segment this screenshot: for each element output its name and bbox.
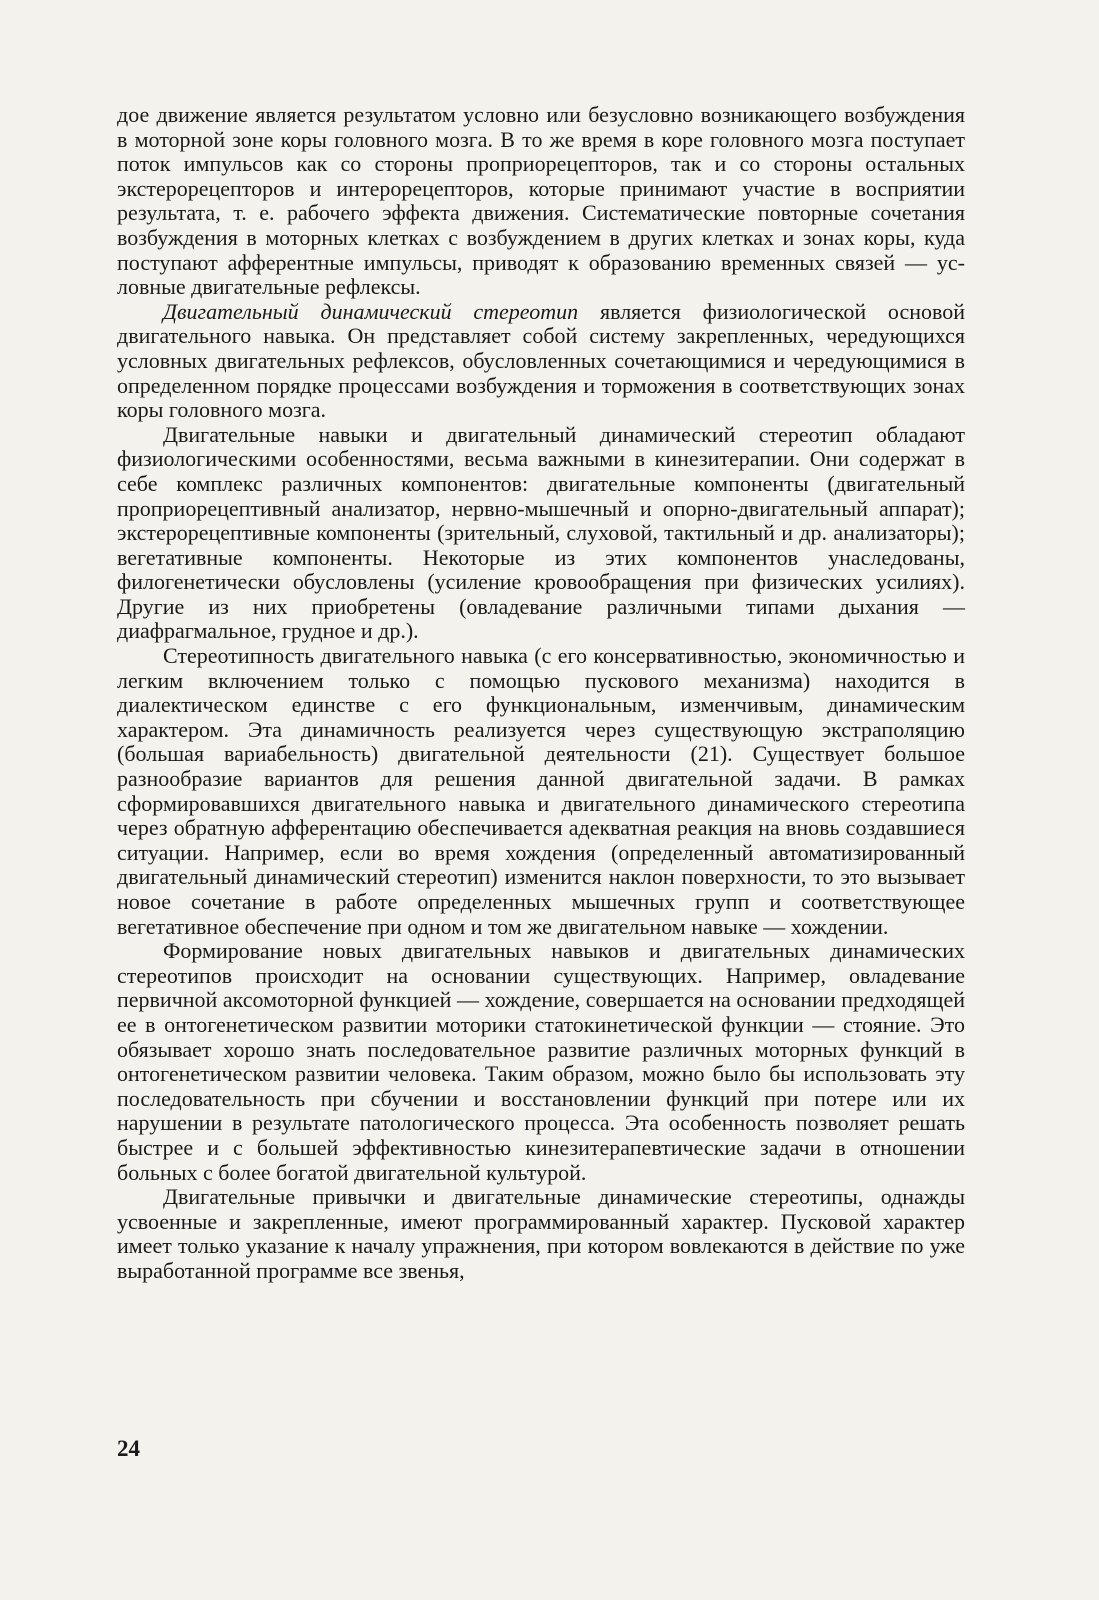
paragraph-5-text: Формирование новых двигательных навыков и двигательных динамических стереотипов происходит на основании существующих. Например, овладевание первичной аксомоторной функцией — хождение, совершается на основании предходящей ее в онтогенетическом развитии моторики статокинетической функции — стояние. Это обязывает хорошо знать последовательное развитие различных моторных функций в онтогенетическом развитии человека. Таким образом, можно было бы использовать эту последовательность при сбучении и восстановлении функций при потере или их нарушении в результате патологического процесса. Эта особенность позволяет решать быстрее и с большей эффективностью кинезитерапевтические задачи в отношении больных с более богатой двигательной культурой.: [117, 938, 965, 1185]
paragraph-2-term: Двигательный динамический стереотип: [163, 298, 579, 324]
paragraph-6-text: Двигательные привычки и двигательные динамические стереотипы, однажды усвоенные и закрепленные, имеют программированный характер. Пусковой характер имеет только указание к началу упражнения, при котором вовлекаются в действие по уже выработанной программе все звенья,: [117, 1184, 965, 1283]
paragraph-2-text: является физиологической основой двигательного навыка. Он представляет собой систему закрепленных, чередующихся условных двигательных рефлексов, обусловленных сочетающимися и чередующимися в определенном порядке процессами возбуждения и торможения в соответствующих зонах коры головного мозга.: [117, 298, 966, 423]
paragraph-6: [117, 1185, 965, 1283]
page-body: [117, 103, 965, 1284]
paragraph-3: [117, 423, 965, 644]
paragraph-5: [117, 939, 965, 1185]
paragraph-4-text: Стереотипность двигательного навыка (с его консервативностью, экономичностью и легким включением только с помощью пускового механизма) находится в диалектическом единстве с его функциональным, изменчивым, динамическим характером. Эта динамичность реализуется через существующую экстраполяцию (большая вариабельность) двигательной деятельности (21). Существует большое разнообразие вариантов для решения данной двигательной задачи. В рамках сформировавшихся двигательного навыка и двигательного динамического стереотипа через обратную афферентацию обеспечивается адекватная реакция на вновь создавшиеся ситуации. Например, если во время хождения (определенный автоматизированный двигательный динамический стереотип) изменится наклон поверхности, то это вызывает новое сочетание в работе определенных мышечных групп и соответствующее вегетативное обеспечение при одном и том же двигательном навыке — хождении.: [117, 643, 965, 939]
page-number: 24: [117, 1436, 140, 1461]
paragraph-1-text: дое движение является результатом условно или безусловно возникающего возбуждения в моторной зоне коры головного мозга. В то же время в коре головного мозга поступает поток импульсов как со стороны проприорецепторов, так и со стороны остальных экстерорецепторов и интерорецепторов, которые принимают участие в восприятии результата, т. е. рабочего эффекта движения. Систематические повторные сочетания возбуждения в моторных клетках с возбуждением в других клетках и зонах коры, куда поступают афферентные импульсы, приводят к образованию временных связей — условные двигательные рефлексы.: [117, 102, 965, 300]
paragraph-4: [117, 644, 965, 939]
paragraph-3-text: Двигательные навыки и двигательный динамический стереотип обладают физиологическими особенностями, весьма важными в кинезитерапии. Они содержат в себе комплекс различных компонентов: двигательные компоненты (двигательный проприорецептивный анализатор, нервно-мышечный и опорно-двигательный аппарат); экстерорецептивные компоненты (зрительный, слуховой, тактильный и др. анализаторы); вегетативные компоненты. Некоторые из этих компонентов унаследованы, филогенетически обусловлены (усиление кровообращения при физических усилиях). Другие из них приобретены (овладевание различными типами дыхания — диафрагмальное, грудное и др.).: [117, 421, 965, 644]
paragraph-2: [117, 300, 965, 423]
paragraph-1: [117, 103, 965, 300]
